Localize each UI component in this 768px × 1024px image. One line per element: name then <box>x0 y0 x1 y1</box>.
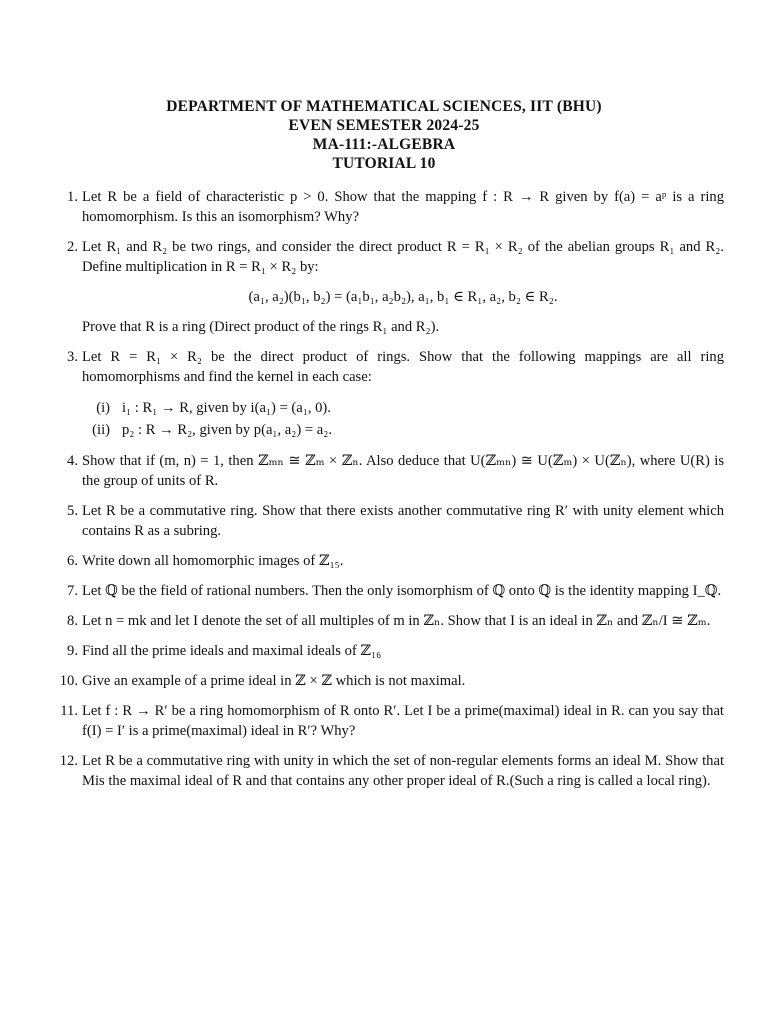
sub-item-list <box>82 397 724 441</box>
question-text: Let ℚ be the field of rational numbers. Then the only isomorphism of ℚ onto ℚ is the identity mapping I_ℚ. <box>82 583 722 599</box>
question-number: 12. <box>59 753 78 769</box>
question-11 <box>48 701 724 741</box>
question-number: 3. <box>67 349 78 365</box>
course-title: MA-111:-ALGEBRA <box>312 136 456 153</box>
tutorial-title: TUTORIAL 10 <box>332 155 436 172</box>
question-number: 2. <box>67 239 78 255</box>
question-list <box>48 187 724 801</box>
sub-item-label: (i) <box>96 400 110 416</box>
sub-item-label: (ii) <box>92 422 110 438</box>
question-number: 4. <box>67 453 78 469</box>
question-1 <box>48 187 724 227</box>
question-followup-text: Prove that R is a ring (Direct product of the rings R₁ and R₂). <box>82 319 440 335</box>
question-text: Let R be a commutative ring. Show that there exists another commutative ring R′ with unity element which contains R as a subring. <box>82 503 724 539</box>
department-title: DEPARTMENT OF MATHEMATICAL SCIENCES, IIT (BHU) <box>166 98 602 115</box>
question-5 <box>48 501 724 541</box>
question-text: Show that if (m, n) = 1, then ℤₘₙ ≅ ℤₘ × ℤₙ. Also deduce that U(ℤₘₙ) ≅ U(ℤₘ) × U(ℤₙ), where U(R) is the group of units of R. <box>82 453 724 489</box>
question-text: Let f : R → R′ be a ring homomorphism of R onto R′. Let I be a prime(maximal) ideal in R. can you say that f(I) = I′ is a prime(maximal) ideal in R′? Why? <box>82 703 724 739</box>
document-header <box>0 97 768 173</box>
question-number: 1. <box>67 189 78 205</box>
sub-item <box>82 419 724 441</box>
question-text: Find all the prime ideals and maximal ideals of ℤ₁₆ <box>82 643 382 659</box>
question-9 <box>48 641 724 661</box>
question-text: Let R be a field of characteristic p > 0. Show that the mapping f : R → R given by f(a) = aᵖ is a ring homomorphism. Is this an isomorphism? Why? <box>82 189 724 225</box>
question-number: 6. <box>67 553 78 569</box>
question-10 <box>48 671 724 691</box>
question-text: Write down all homomorphic images of ℤ₁₅. <box>82 553 344 569</box>
question-text: Let R₁ and R₂ be two rings, and consider the direct product R = R₁ × R₂ of the abelian groups R₁ and R₂. Define multiplication in R = R₁ × R₂ by: <box>82 239 724 275</box>
question-text: Let R be a commutative ring with unity in which the set of non-regular elements forms an ideal M. Show that Mis the maximal ideal of R and that contains any other proper ideal of R.(Such a ring is called a local ring). <box>82 753 724 789</box>
question-number: 8. <box>67 613 78 629</box>
question-4 <box>48 451 724 491</box>
question-number: 9. <box>67 643 78 659</box>
question-text: Let R = R₁ × R₂ be the direct product of rings. Show that the following mappings are all ring homomorphisms and find the kernel in each case: <box>82 349 724 385</box>
question-3 <box>48 347 724 441</box>
question-number: 10. <box>59 673 78 689</box>
question-6 <box>48 551 724 571</box>
question-2 <box>48 237 724 337</box>
sub-item-text: i₁ : R₁ → R, given by i(a₁) = (a₁, 0). <box>122 400 331 416</box>
question-number: 5. <box>67 503 78 519</box>
question-number: 11. <box>60 703 78 719</box>
question-text: Let n = mk and let I denote the set of all multiples of m in ℤₙ. Show that I is an ideal in ℤₙ and ℤₙ/I ≅ ℤₘ. <box>82 613 711 629</box>
question-text: Give an example of a prime ideal in ℤ × ℤ which is not maximal. <box>82 673 466 689</box>
sub-item <box>82 397 724 419</box>
display-equation: (a₁, a₂)(b₁, b₂) = (a₁b₁, a₂b₂), a₁, b₁ ∈ R₁, a₂, b₂ ∈ R₂. <box>248 289 558 305</box>
question-12 <box>48 751 724 791</box>
question-7 <box>48 581 724 601</box>
semester-title: EVEN SEMESTER 2024-25 <box>288 117 480 134</box>
question-8 <box>48 611 724 631</box>
question-number: 7. <box>67 583 78 599</box>
sub-item-text: p₂ : R → R₂, given by p(a₁, a₂) = a₂. <box>122 422 332 438</box>
